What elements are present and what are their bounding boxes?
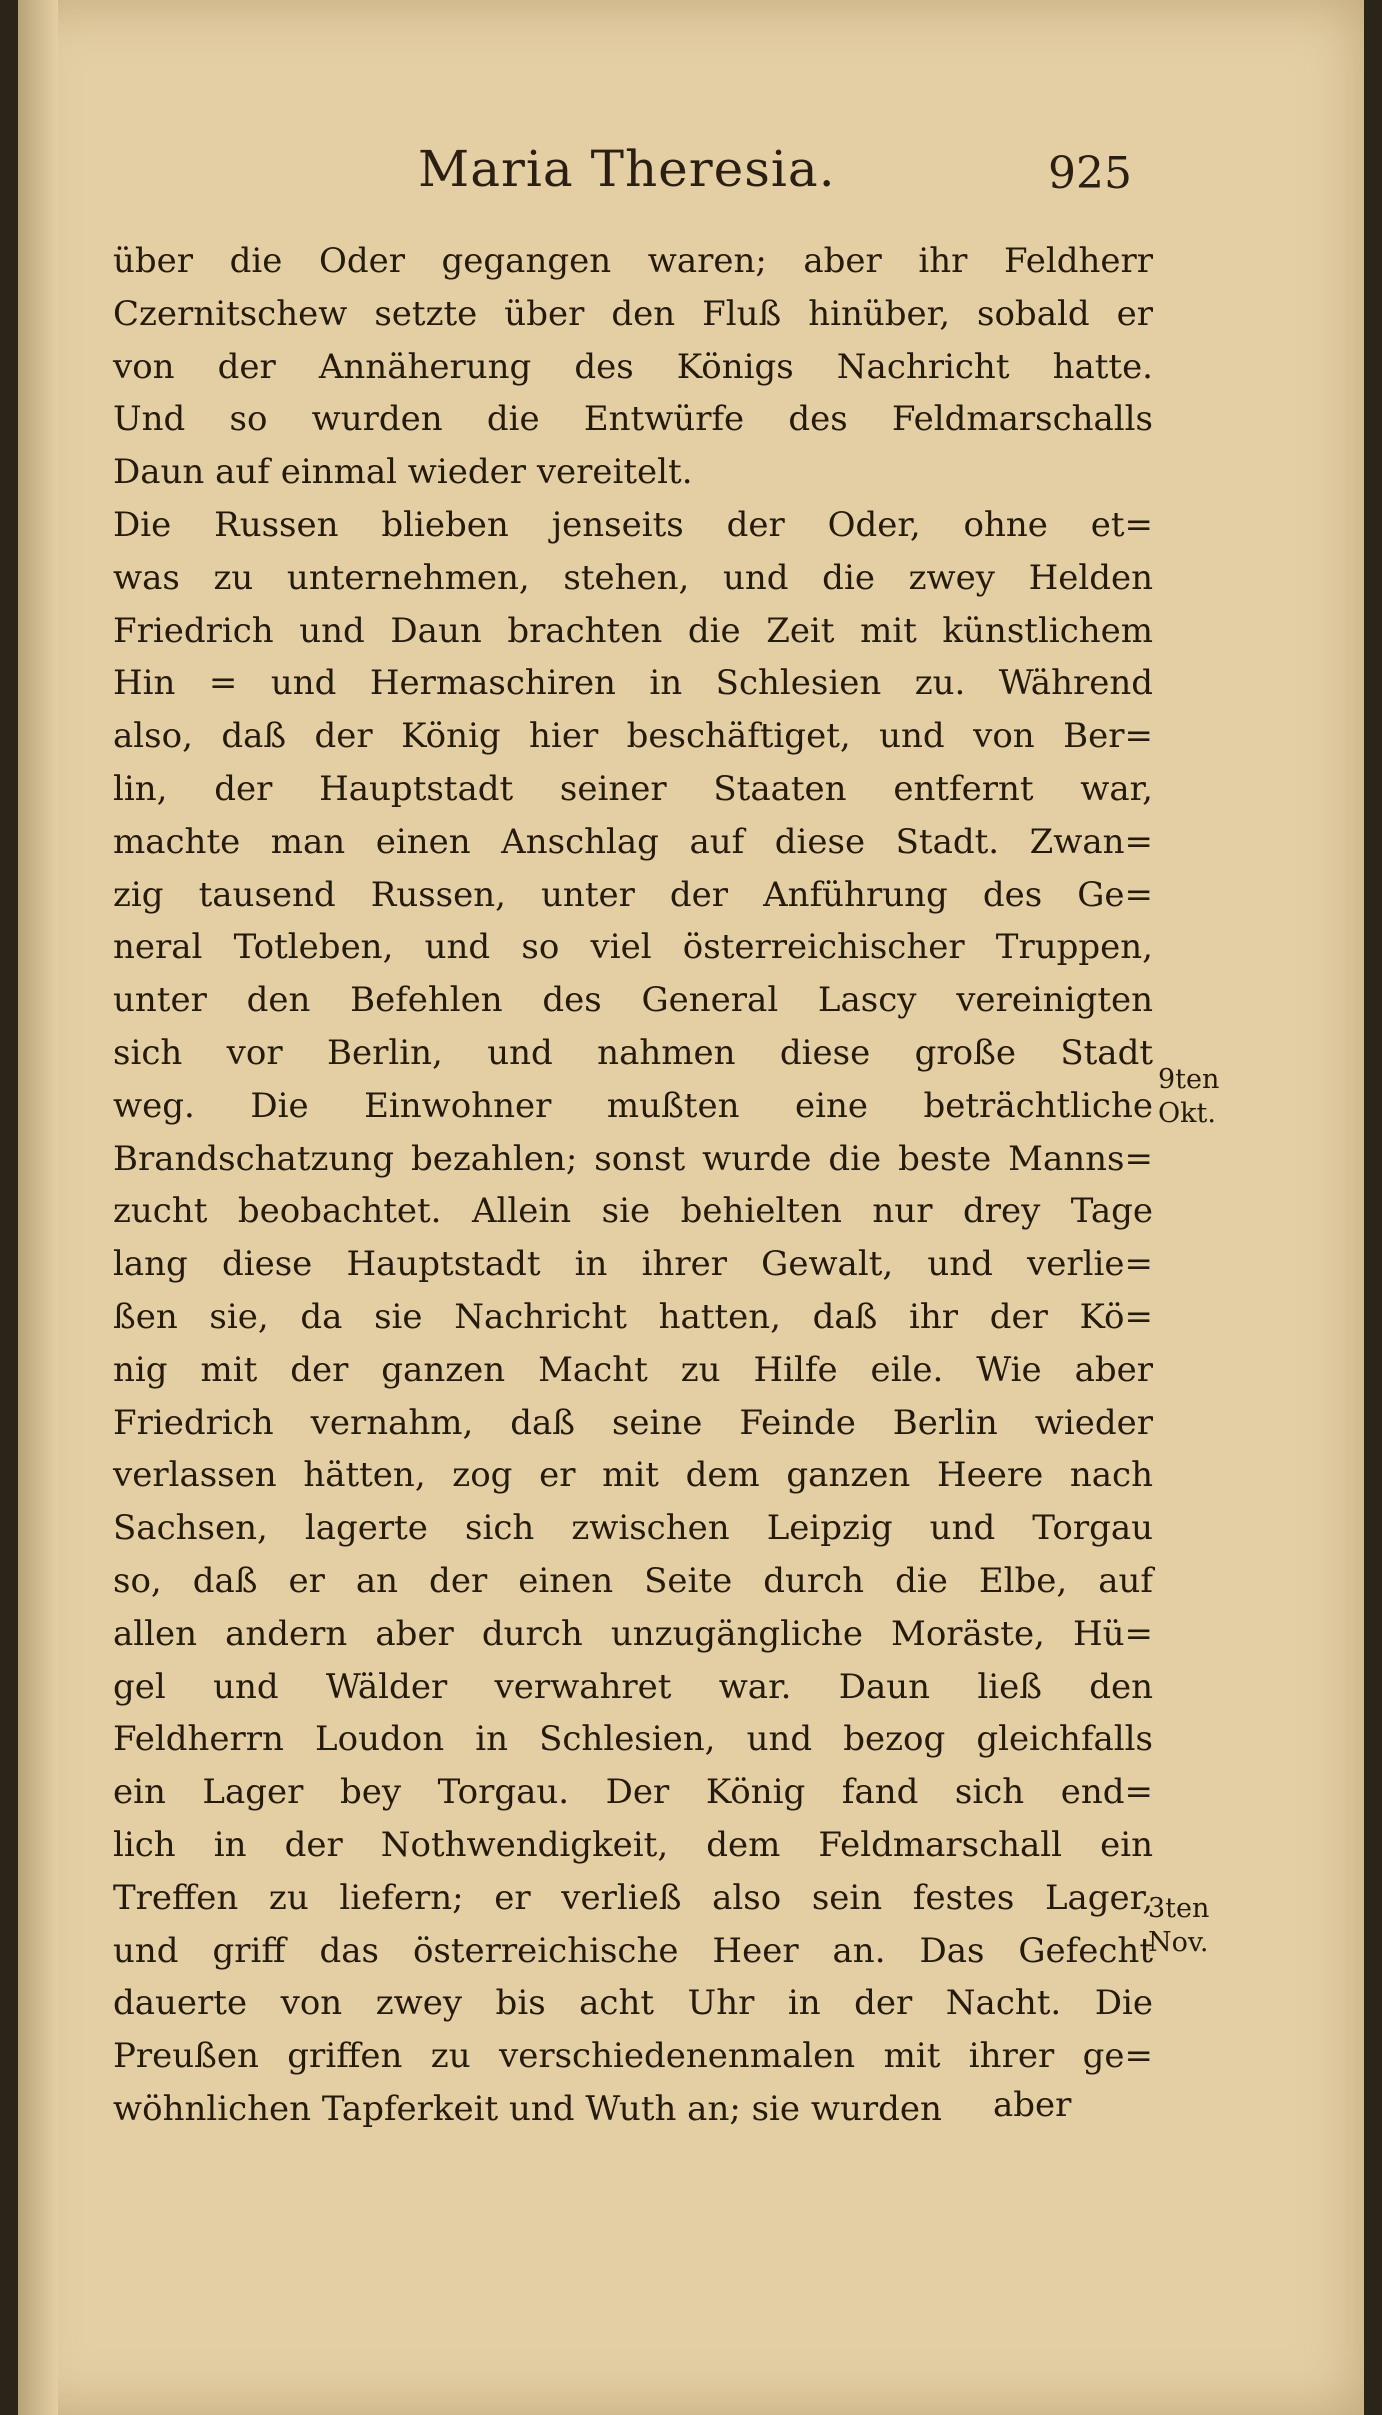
text-line: und griff das österreichische Heer an. Das Gefecht bbox=[113, 1930, 1153, 1971]
text-line: lich in der Nothwendigkeit, dem Feldmarschall ein bbox=[113, 1824, 1153, 1865]
page-number: 925 bbox=[1048, 148, 1132, 199]
margin-note-october: 9ten Okt. bbox=[1158, 1064, 1220, 1129]
text-line: gel und Wälder verwahret war. Daun ließ den bbox=[113, 1666, 1153, 1707]
running-head: Maria Theresia. bbox=[418, 140, 836, 198]
text-line: über die Oder gegangen waren; aber ihr Feldherr bbox=[113, 241, 1153, 281]
text-line: so, daß er an der einen Seite durch die Elbe, auf bbox=[113, 1560, 1153, 1601]
text-line: machte man einen Anschlag auf diese Stadt. Zwan= bbox=[113, 821, 1153, 862]
text-line: lang diese Hauptstadt in ihrer Gewalt, und verlie= bbox=[113, 1244, 1153, 1285]
text-line: neral Totleben, und so viel österreichischer Truppen, bbox=[113, 927, 1153, 968]
text-line: Czernitschew setzte über den Fluß hinüber, sobald er bbox=[113, 293, 1153, 334]
text-line: zucht beobachtet. Allein sie behielten nur drey Tage bbox=[113, 1191, 1153, 1232]
text-line: Hin = und Hermaschiren in Schlesien zu. Während bbox=[113, 663, 1153, 704]
text-line: Sachsen, lagerte sich zwischen Leipzig und Torgau bbox=[113, 1508, 1153, 1549]
text-line: Friedrich und Daun brachten die Zeit mit künstlichem bbox=[113, 610, 1153, 651]
text-line: lin, der Hauptstadt seiner Staaten entfernt war, bbox=[113, 768, 1153, 809]
text-line: also, daß der König hier beschäftiget, und von Ber= bbox=[113, 716, 1153, 757]
text-line: Treffen zu liefern; er verließ also sein festes Lager, bbox=[113, 1877, 1153, 1918]
page-gutter bbox=[18, 0, 58, 2415]
body-text bbox=[113, 235, 1153, 2136]
text-line: ein Lager bey Torgau. Der König fand sich end= bbox=[113, 1772, 1153, 1813]
text-line: Brandschatzung bezahlen; sonst wurde die beste Manns= bbox=[113, 1138, 1153, 1179]
text-line: Friedrich vernahm, daß seine Feinde Berlin wieder bbox=[113, 1402, 1153, 1443]
margin-note-november: 3ten Nov. bbox=[1148, 1893, 1210, 1958]
text-line: weg. Die Einwohner mußten eine beträchtliche bbox=[113, 1085, 1153, 1126]
text-line: Die Russen blieben jenseits der Oder, ohne et= bbox=[113, 504, 1153, 545]
text-line: allen andern aber durch unzugängliche Moräste, Hü= bbox=[113, 1613, 1153, 1654]
text-line: Preußen griffen zu verschiedenenmalen mit ihrer ge= bbox=[113, 2036, 1153, 2077]
text-line: ßen sie, da sie Nachricht hatten, daß ihr der Kö= bbox=[113, 1296, 1153, 1337]
text-line: dauerte von zwey bis acht Uhr in der Nacht. Die bbox=[113, 1983, 1153, 2024]
book-page bbox=[18, 0, 1364, 2415]
text-line: nig mit der ganzen Macht zu Hilfe eile. Wie aber bbox=[113, 1349, 1153, 1390]
text-line: unter den Befehlen des General Lascy vereinigten bbox=[113, 980, 1153, 1021]
text-line: wöhnlichen Tapferkeit und Wuth an; sie wurden bbox=[113, 2088, 942, 2129]
text-line: sich vor Berlin, und nahmen diese große Stadt bbox=[113, 1032, 1153, 1073]
text-line: Daun auf einmal wieder vereitelt. bbox=[113, 452, 693, 493]
text-line: Und so wurden die Entwürfe des Feldmarschalls bbox=[113, 399, 1153, 440]
text-line: was zu unternehmen, stehen, und die zwey Helden bbox=[113, 557, 1153, 598]
text-line: Feldherrn Loudon in Schlesien, und bezog gleichfalls bbox=[113, 1719, 1153, 1760]
catchword: aber bbox=[993, 2085, 1072, 2125]
text-line: von der Annäherung des Königs Nachricht hatte. bbox=[113, 346, 1153, 387]
text-line: zig tausend Russen, unter der Anführung des Ge= bbox=[113, 874, 1153, 915]
text-line: verlassen hätten, zog er mit dem ganzen Heere nach bbox=[113, 1455, 1153, 1496]
